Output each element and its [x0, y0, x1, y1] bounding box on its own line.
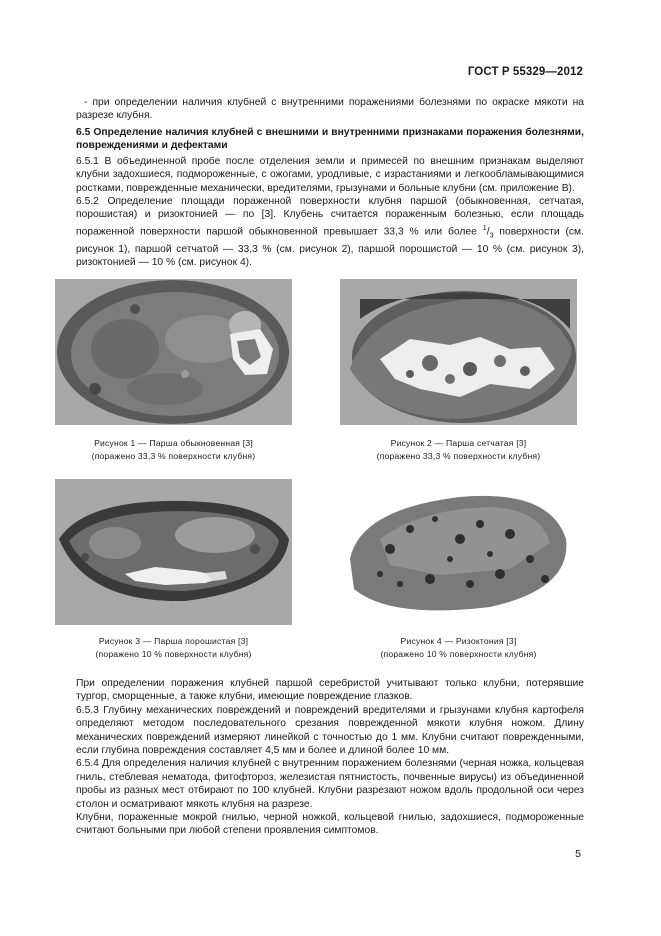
paragraph-6-5-3: 6.5.3 Глубину механических повреждений и повреждений вредителями и грызунами клубня картофеля определяют методом последовательного срезания поврежденной мякоти клубня ножом. Длину механических повреждений измеряют линейкой с точностью до 1 мм. Клубни считают поврежденными, если глубина повреждения составляет 4,5 мм и более и длиной более 10 мм. — [76, 704, 584, 757]
paragraph-silver-scab: При определении поражения клубней паршой серебристой учитывают только клубни, потерявшие тургор, сморщенные, а также клубни, имеющие повреждение глазков. — [76, 678, 584, 703]
figure-3-title: Рисунок 3 — Парша порошистая [3] — [98, 636, 249, 646]
paragraph-final: Клубни, пораженные мокрой гнилью, черной ножкой, кольцевой гнилью, задохшиеся, подмороженные считают больными при любой степени проявления симптомов. — [76, 812, 584, 837]
paragraph-6-5-4: 6.5.4 Для определения наличия клубней с внутренним поражением болезнями (черная ножка, кольцевая гниль, стеблевая нематода, фитофтороз, железистая пятнистость, почвенные вирусы) из объединенной пробы из разных мест отбирают по 100 клубней. Клубни разрезают ножом вдоль продольной оси через столон и осматривают мякоть клубня на разрезе. — [76, 758, 584, 810]
section-6-5 — [76, 126, 584, 270]
figure-2-image — [340, 279, 577, 425]
paragraph-6-5-2-part-b: поверхности (см. рисунок 1), паршой сетчатой — 33,3 % (см. рисунок 2), паршой порошистой — 10 % (см. рисунок 3), ризоктонией — 10 % (см. рисунок 4). — [76, 226, 584, 269]
figure-4-caption — [340, 635, 577, 660]
figure-1-title: Рисунок 1 — Парша обыкновенная [3] — [94, 438, 253, 448]
figure-1-note: (поражено 33,3 % поверхности клубня) — [91, 450, 256, 461]
figure-3-note: (поражено 10 % поверхности клубня) — [95, 648, 252, 659]
intro-text — [76, 96, 584, 123]
figure-4-title: Рисунок 4 — Ризоктония [3] — [400, 636, 517, 646]
figure-4-image — [340, 479, 577, 625]
after-figures-text — [76, 677, 584, 838]
paragraph-6-5-1: 6.5.1 В объединенной пробе после отделения земли и примесей по внешним признакам выделяют клубни задохшиеся, подмороженные, с ожогами, уродливые, с израстаниями и легкообламывающимися ростками, поврежденные механически, вредителями, грызунами и больные клубни (см. приложение В). — [76, 155, 584, 194]
paragraph-6-5-2-part-a: 6.5.2 Определение площади пораженной поверхности клубня паршой (обыкновенная, сетчатая, порошистая) и ризоктонией — по [3]. Клубень считается пораженным болезнью, если площадь пораженной поверхности паршой обыкновенной превышает 33,3 % или более — [76, 196, 584, 238]
intro-list-item: - при определении наличия клубней с внутренними поражениями болезнями по окраске мякоти на разрезе клубня. — [76, 97, 584, 122]
figure-1-caption — [55, 437, 292, 462]
fraction-denominator: 3 — [489, 232, 494, 240]
page-number: 5 — [575, 848, 581, 860]
figure-3-image — [55, 479, 292, 625]
figure-2-note: (поражено 33,3 % поверхности клубня) — [376, 450, 541, 461]
figure-4-note: (поражено 10 % поверхности клубня) — [380, 648, 537, 659]
document-id: ГОСТ Р 55329—2012 — [467, 66, 583, 78]
figure-2-title: Рисунок 2 — Парша сетчатая [3] — [390, 438, 527, 448]
fraction-numerator: 1 — [482, 224, 487, 232]
section-heading: 6.5 Определение наличия клубней с внешними и внутренними признаками поражения болезнями, повреждениями и дефектами — [76, 127, 584, 152]
figure-2-caption — [340, 437, 577, 462]
figure-1-image — [55, 279, 292, 425]
figure-3-caption — [55, 635, 292, 660]
paragraph-6-5-2: 6.5.2 Определение площади пораженной поверхности клубня паршой (обыкновенная, сетчатая, порошистая) и ризоктонией — по [3]. Клубень считается пораженным болезнью, если площадь пораженной поверхности паршой обыкновенной превышает 33,3 % или более $^1/_3$ поверхности (см. рисунок 1), паршой сетчатой — 33,3 % (см. рисунок 2), паршой порошистой — 10 % (см. рисунок 3), ризоктонией — 10 % (см. рисунок 4). — [76, 196, 584, 269]
